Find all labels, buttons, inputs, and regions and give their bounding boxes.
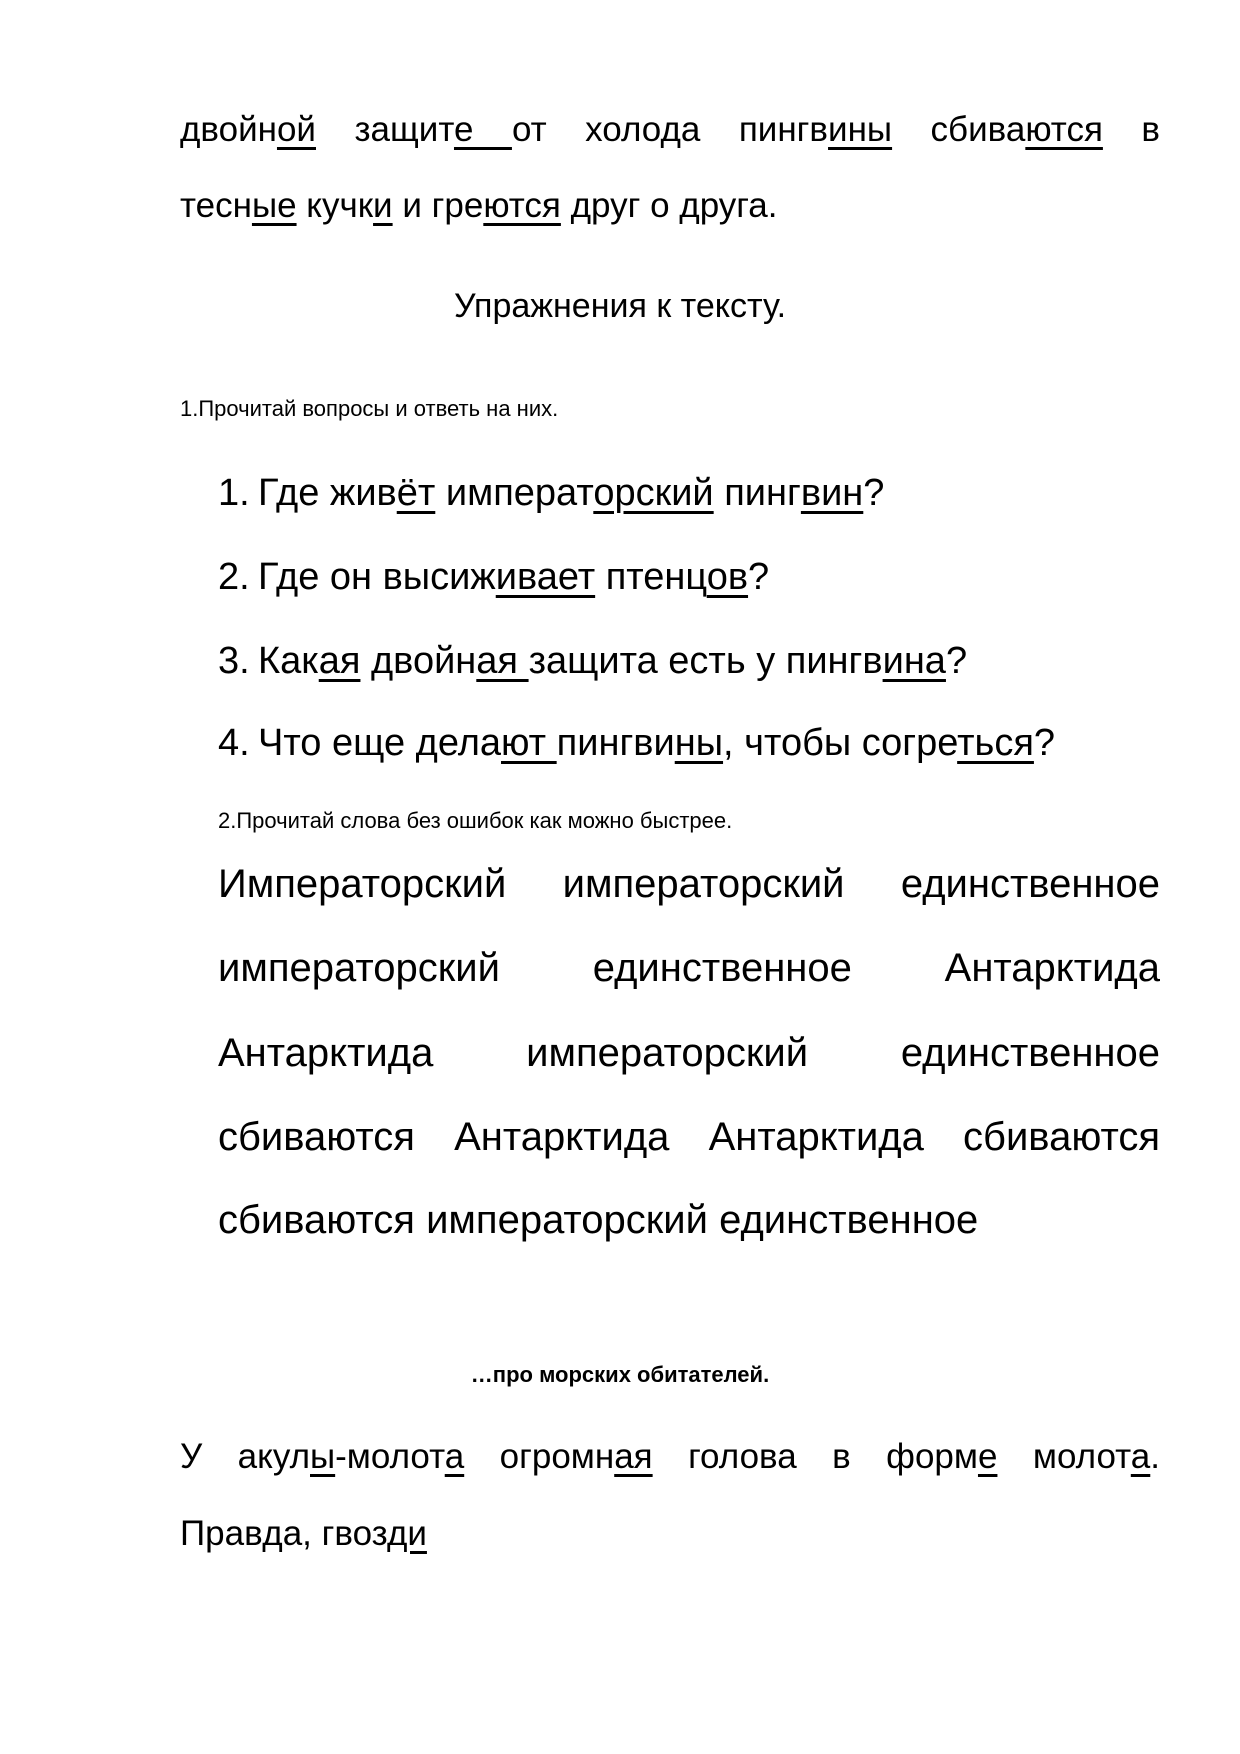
- drill-row-3: Антарктида императорский единственное: [218, 1031, 1160, 1075]
- question-number: 3.: [218, 640, 250, 682]
- underlined-ending: ют: [501, 722, 557, 764]
- text-segment: молот: [997, 1437, 1131, 1476]
- text-segment: сбива: [892, 110, 1026, 149]
- underlined-ending: ться: [957, 722, 1034, 764]
- text-segment: птенц: [595, 556, 707, 598]
- text-segment: .: [1150, 1437, 1160, 1476]
- text-segment: ?: [748, 556, 770, 598]
- underlined-ending: ы: [310, 1437, 336, 1476]
- question-2: [218, 556, 769, 599]
- passage-top-line-2: [180, 186, 777, 226]
- underlined-ending: ина: [882, 640, 946, 682]
- drill-row-4: сбиваются Антарктида Антарктида сбиваются: [218, 1115, 1160, 1159]
- text-segment: Правда, гвоз: [180, 1514, 387, 1553]
- question-text: [258, 640, 967, 682]
- drill-row-2: императорский единственное Антарктида: [218, 946, 1160, 990]
- question-number: 4.: [218, 722, 250, 764]
- text-segment: ?: [1033, 722, 1056, 764]
- drill-row-1: Императорский императорский единственное: [218, 862, 1160, 906]
- drill-row-5: сбиваются императорский единственное: [218, 1198, 979, 1242]
- question-text: [258, 722, 1055, 764]
- text-segment: от холода пингв: [511, 110, 829, 149]
- text-segment: У акул: [180, 1437, 310, 1476]
- question-1: [218, 472, 884, 515]
- text-segment: защита есть у пингв: [528, 640, 883, 682]
- text-segment: в: [1102, 110, 1160, 149]
- underlined-ending: ов: [706, 556, 749, 598]
- underlined-ending: ая: [318, 640, 361, 682]
- text-segment: пингви: [556, 722, 675, 764]
- text-segment: друг о друга.: [560, 186, 778, 225]
- underlined-ending: ются: [483, 186, 561, 225]
- question-text: [258, 556, 769, 598]
- section-subtitle: …про морских обитателей.: [470, 1362, 770, 1387]
- question-text: [258, 472, 884, 514]
- text-segment: Что еще дела: [258, 722, 502, 764]
- passage-bottom-line-1: [180, 1437, 1160, 1477]
- underlined-ending: ны: [674, 722, 724, 764]
- text-segment: , чтобы согре: [723, 722, 958, 764]
- underlined-ending: ины: [828, 110, 893, 149]
- text-segment: Где он высиж: [258, 556, 496, 598]
- text-segment: тесн: [180, 186, 252, 225]
- underlined-ending: ые: [251, 186, 297, 225]
- task2-instruction: 2.Прочитай слова без ошибок как можно быстрее.: [218, 808, 733, 833]
- underlined-ending: вин: [800, 472, 864, 514]
- text-segment: Как: [258, 640, 319, 682]
- text-segment: Где жив: [258, 472, 397, 514]
- question-number: 1.: [218, 472, 250, 514]
- underlined-ending: и: [373, 186, 393, 225]
- underlined-ending: е: [453, 110, 512, 149]
- question-number: 2.: [218, 556, 250, 598]
- text-segment: голова в форм: [652, 1437, 978, 1476]
- underlined-ending: ая: [614, 1437, 653, 1476]
- text-segment: пинг: [713, 472, 801, 514]
- text-segment: ?: [945, 640, 968, 682]
- text-segment: двойн: [180, 110, 277, 149]
- passage-bottom-line-2: [180, 1514, 427, 1554]
- underlined-ending: ди: [386, 1514, 427, 1553]
- text-segment: двойн: [360, 640, 477, 682]
- text-segment: императ: [435, 472, 594, 514]
- exercises-title: Упражнения к тексту.: [453, 287, 787, 325]
- underlined-ending: а: [1130, 1437, 1151, 1476]
- underlined-ending: е: [977, 1437, 998, 1476]
- underlined-ending: ая: [476, 640, 529, 682]
- passage-top-line-1: [180, 110, 1160, 150]
- text-segment: ?: [863, 472, 885, 514]
- underlined-ending: ой: [276, 110, 316, 149]
- text-segment: кучк: [296, 186, 374, 225]
- text-segment: и гре: [392, 186, 484, 225]
- question-4: [218, 722, 1055, 765]
- question-3: [218, 640, 967, 683]
- text-segment: огромн: [464, 1437, 615, 1476]
- text-segment: защит: [316, 110, 454, 149]
- underlined-ending: а: [444, 1437, 465, 1476]
- underlined-ending: орский: [593, 472, 714, 514]
- text-segment: -молот: [335, 1437, 445, 1476]
- underlined-ending: ются: [1025, 110, 1103, 149]
- underlined-ending: ёт: [396, 472, 436, 514]
- underlined-ending: ивает: [495, 556, 596, 598]
- task1-instruction: 1.Прочитай вопросы и ответь на них.: [180, 396, 559, 421]
